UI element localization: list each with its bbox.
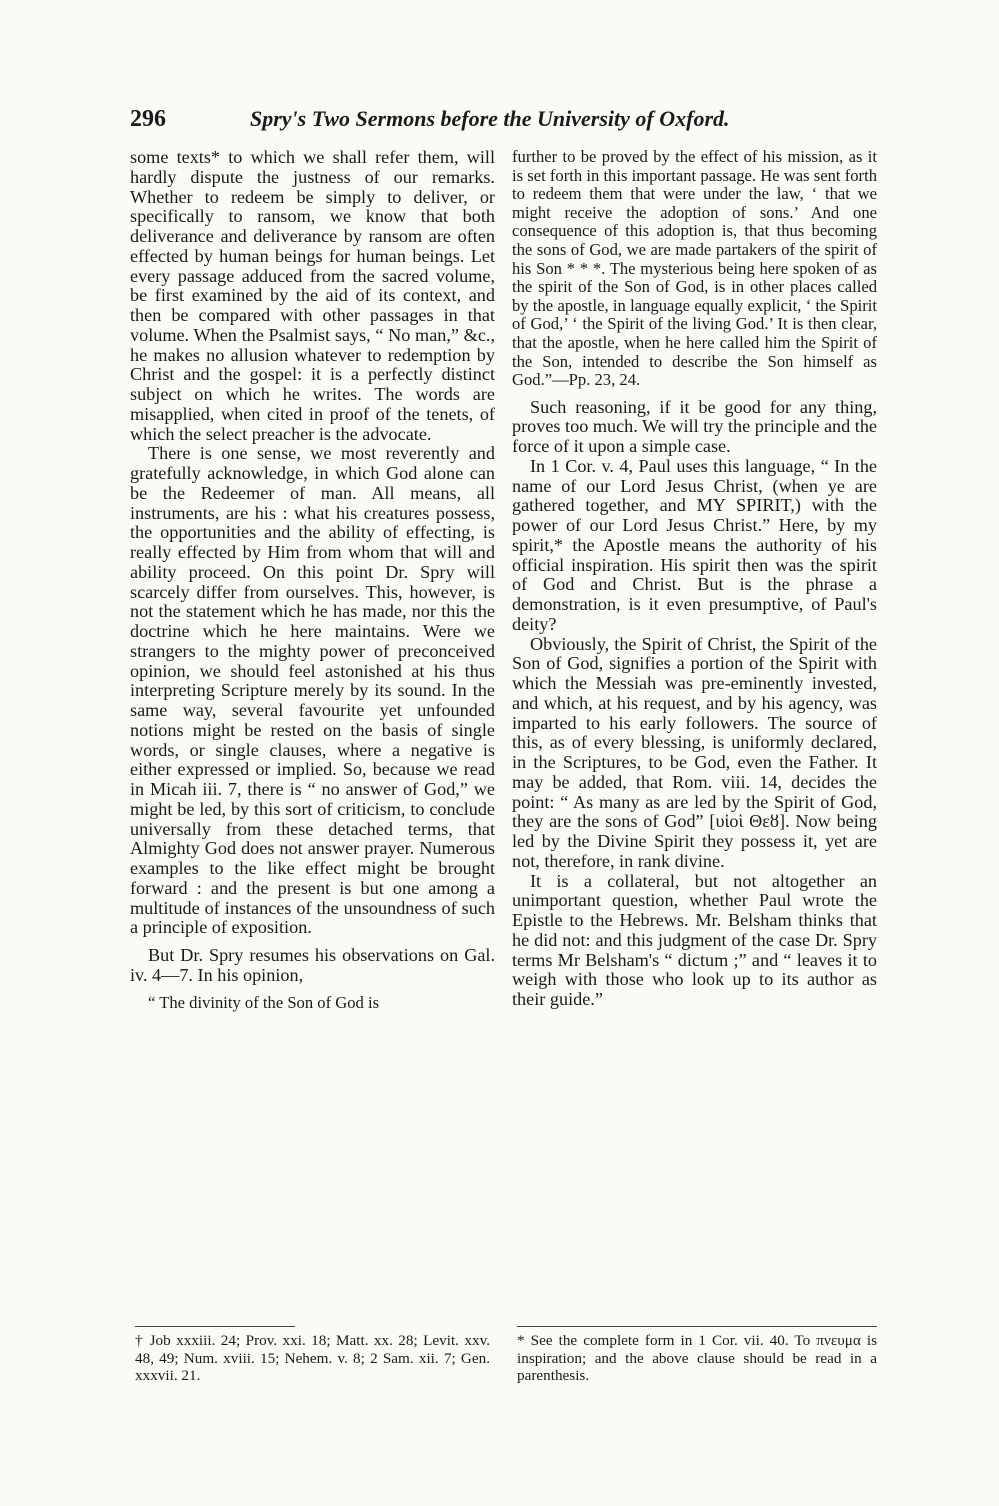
right-paragraph-3: Obviously, the Spirit of Christ, the Spirit of the Son of God, signifies a portion of the Spirit with which the Messiah was pre-eminently invested, and which, at his request, and by his agency, was imparted to his early followers. The source of this, as of every blessing, is uniformly declared, in the Scriptures, to be God, even the Father. It may be added, that Rom. viii. 14, decides the point: “ As many as are led by the Spirit of God, they are the sons of God” [υἱοὶ Θεȣ]. Now being led by the Divine Spirit they possess it, yet are not, therefore, in rank divine. — [512, 633, 877, 871]
right-quote: further to be proved by the effect of his mission, as it is set forth in this important passage. He was sent forth to redeem them that were under the law, ‘ that we might receive the adoption of sons.’ And one consequence of this adoption is, that thus becoming the sons of God, we are made partakers of the spirit of his Son * * *. The mysterious being here spoken of as the spirit of the Son of God, is in other places called by the apostle, in language equally explicit, ‘ the Spirit of God,’ ‘ the Spirit of the living God.’ It is then clear, that the apostle, when he here called him the Spirit of the Son, intended to describe the Son himself as God.”—Pp. 23, 24. — [512, 147, 877, 390]
left-paragraph-1: some texts* to which we shall refer them, will hardly dispute the justness of our remarks. Whether to redeem be simply to deliver, or specifically to ransom, we know that both deliverance and deliverance by ransom are often effected by human beings for human beings. Let every passage adduced from the sacred volume, be first examined by the aid of its context, and then be compared with other passages in that volume. When the Psalmist says, “ No man,” &c., he makes no allusion whatever to redemption by Christ and the gospel: it is a perfectly distinct subject on which he writes. The words are misapplied, when cited in proof of the tenets, of which the select preacher is the advocate. — [130, 147, 495, 444]
right-paragraph-1: Such reasoning, if it be good for any thing, proves too much. We will try the principle and the force of it upon a simple case. — [512, 396, 877, 457]
right-paragraph-2: In 1 Cor. v. 4, Paul uses this language, “ In the name of our Lord Jesus Christ, (when ye are gathered together, and MY SPIRIT,) with the power of our Lord Jesus Christ.” Here, by my spirit,* the Apostle means the authority of his official inspiration. His spirit then was the spirit of God and Christ. But is the phrase a demonstration, is it even presumptive, of Paul's deity? — [512, 455, 877, 634]
footnote-rule-right — [517, 1326, 877, 1327]
running-title: Spry's Two Sermons before the University of Oxford. — [250, 106, 730, 131]
right-paragraph-4: It is a collateral, but not altogether an unimportant question, whether Paul wrote the Epistle to the Hebrews. Mr. Belsham thinks that he did not: and this judgment of the case Dr. Spry terms Mr Belsham's “ dictum ;” and “ leaves it to weigh with those who look up to its author as their guide.” — [512, 870, 877, 1010]
footnote-rule-left — [135, 1326, 295, 1327]
footnote-left: † Job xxxiii. 24; Prov. xxi. 18; Matt. xx. 28; Levit. xxv. 48, 49; Num. xviii. 15; Nehem. v. 8; 2 Sam. xii. 7; Gen. xxxvii. 21. — [135, 1332, 490, 1384]
left-paragraph-3: But Dr. Spry resumes his observations on Gal. iv. 4—7. In his opinion, — [130, 945, 495, 985]
right-column — [512, 148, 877, 1010]
left-quote-start: “ The divinity of the Son of God is — [148, 992, 380, 1012]
footnote-right: * See the complete form in 1 Cor. vii. 40. To πνευμα is inspiration; and the above clause should be read in a parenthesis. — [517, 1332, 877, 1384]
page-header — [130, 106, 872, 140]
left-paragraph-2: There is one sense, we most reverently and gratefully acknowledge, in which God alone can be the Redeemer of man. All means, all instruments, are his : what his creatures possess, the opportunities and the ability of effecting, is really effected by Him from whom that will and ability proceed. On this point Dr. Spry will scarcely differ from ourselves. This, however, is not the statement which he has made, nor this the doctrine which he here maintains. Were we strangers to the mighty power of preconceived opinion, we should feel astonished at his thus interpreting Scripture merely by its sound. In the same way, several favourite yet unfounded notions might be rested on the basis of single words, or single clauses, where a negative is either expressed or implied. So, because we read in Micah iii. 7, there is “ no answer of God,” we might be led, by this sort of criticism, to conclude universally from these detached terms, that Almighty God does not answer prayer. Numerous examples to the like effect might be brought forward : and the present is but one among a multitude of instances of the unsoundness of such a principle of exposition. — [130, 443, 495, 938]
page-number: 296 — [130, 106, 166, 132]
left-column — [130, 148, 495, 1012]
